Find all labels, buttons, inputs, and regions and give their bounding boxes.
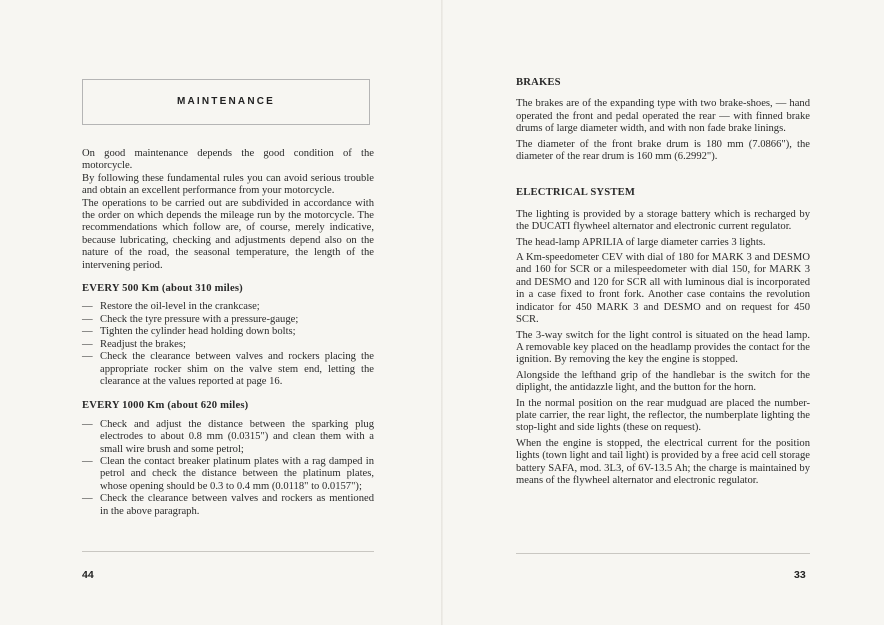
page-title: MAINTENANCE (176, 96, 276, 107)
electrical-paragraph: The 3-way switch for the light control is situated on the head lamp. A removable key placed on the headlamp provides the contact for the ignition. By removing the key the engine is stopped. (516, 329, 810, 366)
right-text-column (516, 77, 810, 487)
list-item: — Tighten the cylinder head holding down bolts; (82, 326, 374, 338)
electrical-paragraph: In the normal position on the rear mudguad are placed the number-plate carrier, the rear light, the reflector, the numberplate lighting the stop-light and side lights (these on request). (516, 397, 810, 434)
maintenance-list-500 (82, 301, 374, 388)
list-item: — Check the clearance between valves and rockers placing the appropriate rocker shim on the valve stem end, letting the clearance at the values reported at page 16. (82, 351, 374, 388)
brakes-paragraph: The diameter of the front brake drum is 180 mm (7.0866"), the diameter of the rear drum is 160 mm (6.2992"). (516, 138, 810, 163)
section-heading-1000: EVERY 1000 Km (about 620 miles) (82, 400, 249, 412)
maintenance-list-1000 (82, 419, 374, 518)
electrical-paragraph: Alongside the lefthand grip of the handlebar is the switch for the diplight, the antidazzle light, and the button for the horn. (516, 369, 810, 394)
intro-paragraph: The operations to be carried out are subdivided in accordance with the order on which depends the mileage run by the motorcycle. The recommendations which follow are, of course, merely indicative, because lubricating, checking and adjustments depend also on the nature of the road, the seasonal temperature, the length of the intervening period. (82, 197, 374, 271)
intro-paragraph: By following these fundamental rules you can avoid serious trouble and obtain an excellent performance from your motorcycle. (82, 172, 374, 197)
electrical-paragraph: The lighting is provided by a storage battery which is recharged by the DUCATI flywheel alternator and electronic current regulator. (516, 208, 810, 233)
electrical-paragraph: When the engine is stopped, the electrical current for the position lights (town light and tail light) is provided by a free acid cell storage battery SAFA, mod. 3L3, of 6V-13.5 Ah; the charge is maintained by means of the flywheel alternator and electronic regulator. (516, 437, 810, 486)
list-item: — Check and adjust the distance between the sparking plug electrodes to about 0.8 mm (0.0315") and clean them with a small wire brush and some petrol; (82, 419, 374, 456)
section-heading-500: EVERY 500 Km (about 310 miles) (82, 283, 243, 295)
footer-divider (82, 551, 374, 552)
electrical-paragraph: The head-lamp APRILIA of large diameter carries 3 lights. (516, 236, 766, 248)
section-heading-electrical: ELECTRICAL SYSTEM (516, 187, 636, 199)
section-heading-brakes: BRAKES (516, 77, 561, 88)
page-number: 44 (82, 569, 94, 581)
electrical-paragraph: A Km-speedometer CEV with dial of 180 for MARK 3 and DESMO and 160 for SCR or a milespeedometer with dial 150, for MARK 3 and DESMO and 120 for SCR all with luminous dial is incorporated in a case fixed to front fork. Another case contains the revolution indicator for 450 MARK 3 and DESMO and on request for 450 SCR. (516, 252, 810, 326)
footer-divider (516, 553, 810, 554)
list-item: — Clean the contact breaker platinum plates with a rag damped in petrol and check the distance between the platinum plates, whose opening should be 0.3 to 0.4 mm (0.0118" to 0.0157"); (82, 456, 374, 493)
list-item: — Check the tyre pressure with a pressure-gauge; (82, 314, 374, 326)
page-number: 33 (794, 569, 806, 581)
list-item: — Readjust the brakes; (82, 339, 374, 351)
left-text-column (82, 148, 374, 518)
brakes-paragraph: The brakes are of the expanding type with two brake-shoes, — hand operated the front and pedal operated the rear — with finned brake drums of large diameter width, and with non fade brake linings. (516, 98, 810, 135)
list-item: — Check the clearance between valves and rockers as mentioned in the above paragraph. (82, 493, 374, 518)
title-box (82, 79, 370, 125)
list-item: — Restore the oil-level in the crankcase; (82, 301, 374, 313)
intro-paragraph: On good maintenance depends the good condition of the motorcycle. (82, 148, 374, 172)
